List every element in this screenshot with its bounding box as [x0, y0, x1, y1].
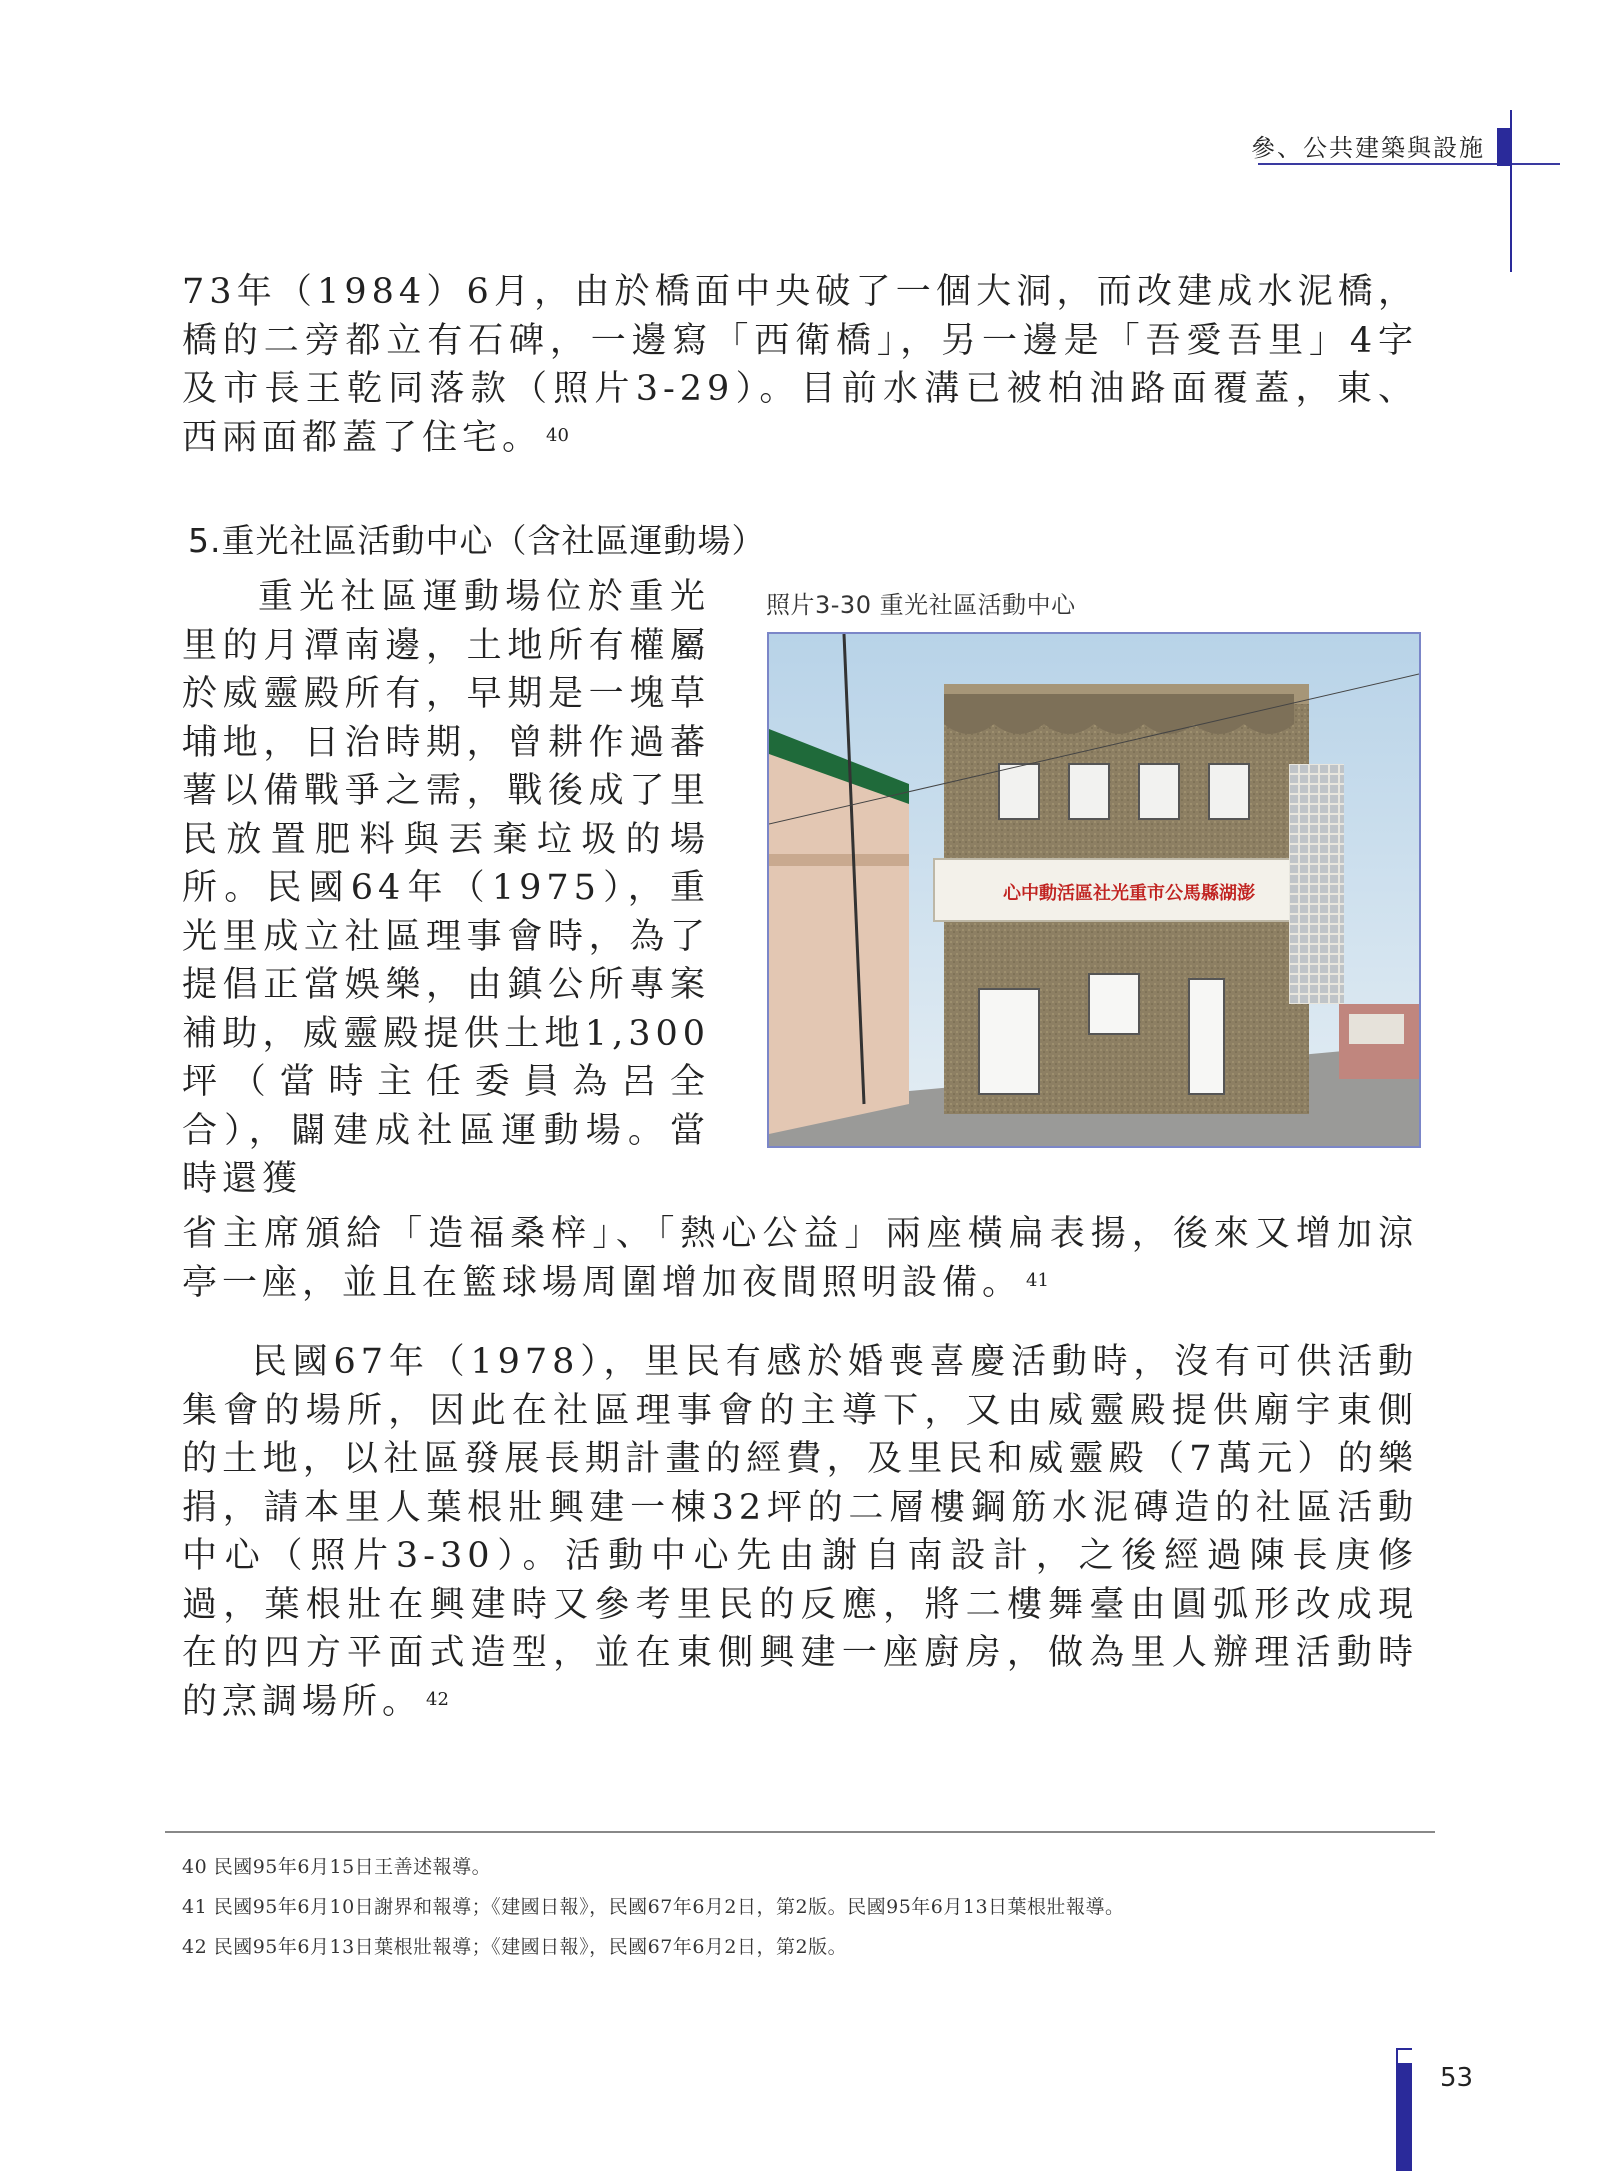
- footnote-ref-41: 41: [1026, 1269, 1049, 1291]
- section-heading: 5.重光社區活動中心（含社區運動場）: [188, 521, 766, 560]
- footnote-42: 42 民國95年6月13日葉根壯報導；《建國日報》，民國67年6月2日，第2版。: [182, 1936, 848, 1958]
- running-header: 參、公共建築與設施: [1251, 134, 1485, 162]
- paragraph-1-text: 73年（1984）6月，由於橋面中央破了一個大洞，而改建成水泥橋，橋的二旁都立有石碑，一邊寫「西衛橋」，另一邊是「吾愛吾里」4字及市長王乾同落款（照片3-29）。目前水溝已被柏油路面覆蓋，東、西兩面都蓋了住宅。: [182, 272, 1418, 458]
- footnote-40: 40 民國95年6月15日王善述報導。: [182, 1856, 492, 1878]
- building-sign: 心中動活區社光重市公馬縣湖澎: [1003, 883, 1255, 904]
- paragraph-2-column-text: 重光社區運動場位於重光里的月潭南邊，土地所有權屬於威靈殿所有，早期是一塊草埔地，日治時期，曾耕作過蕃薯以備戰爭之需，戰後成了里民放置肥料與丟棄垃圾的場所。民國64年（1975），重光里成立社區理事會時，為了提倡正當娛樂，由鎮公所專案補助，威靈殿提供土地1,300坪（當時主任委員為呂全合），闢建成社區運動場。當時還獲: [182, 577, 710, 1199]
- footnote-rule: [165, 1831, 1435, 1833]
- photo-caption: 照片3-30 重光社區活動中心: [766, 591, 1076, 619]
- building-illustration: [769, 634, 1419, 1146]
- page-number-rule-top: [1396, 2048, 1412, 2050]
- paragraph-3: [182, 1338, 1418, 1726]
- paragraph-1: [182, 268, 1418, 462]
- header-accent-block: [1497, 128, 1511, 166]
- footnote-ref-40: 40: [546, 424, 569, 446]
- footnote-ref-42: 42: [426, 1688, 449, 1710]
- paragraph-2-column: [182, 573, 710, 1204]
- paragraph-2-continued: [182, 1210, 1418, 1307]
- community-center-photo: [767, 632, 1421, 1148]
- paragraph-3-text: 民國67年（1978），里民有感於婚喪喜慶活動時，沒有可供活動集會的場所，因此在社區理事會的主導下，又由威靈殿提供廟宇東側的土地，以社區發展長期計畫的經費，及里民和威靈殿（7萬元）的樂捐，請本里人葉根壯興建一棟32坪的二層樓鋼筋水泥磚造的社區活動中心（照片3-30）。活動中心先由謝自南設計，之後經過陳長庚修過，葉根壯在興建時又參考里民的反應，將二樓舞臺由圓弧形改成現在的四方平面式造型，並在東側興建一座廚房，做為里人辦理活動時的烹調場所。: [182, 1342, 1418, 1722]
- footnote-41: 41 民國95年6月10日謝界和報導；《建國日報》，民國67年6月2日，第2版。民國95年6月13日葉根壯報導。: [182, 1896, 1125, 1918]
- page-number-accent-block: [1398, 2063, 1412, 2171]
- header-rule: [1258, 163, 1560, 165]
- page-number: 53: [1440, 2063, 1474, 2093]
- paragraph-2-continued-text: 省主席頒給「造福桑梓」、「熱心公益」兩座橫扁表揚，後來又增加涼亭一座，並且在籃球場周圍增加夜間照明設備。: [182, 1214, 1418, 1303]
